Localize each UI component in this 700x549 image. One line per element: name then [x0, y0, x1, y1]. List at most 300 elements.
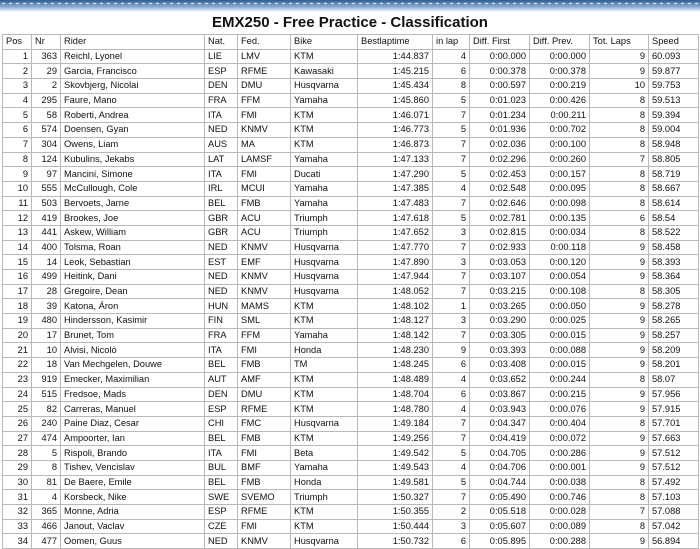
cell-nr: 555	[32, 181, 61, 196]
cell-rider: Emecker, Maximilian	[61, 372, 205, 387]
cell-speed: 58.522	[649, 225, 699, 240]
cell-tot-laps: 6	[590, 211, 649, 226]
cell-pos: 22	[3, 358, 32, 373]
cell-tot-laps: 9	[590, 64, 649, 79]
cell-bestlaptime: 1:48.052	[358, 284, 433, 299]
cell-diff-prev: 0:00.404	[530, 416, 590, 431]
cell-fed: FFM	[238, 93, 291, 108]
cell-nr: 365	[32, 505, 61, 520]
cell-fed: FMB	[238, 431, 291, 446]
cell-bike: TM	[291, 358, 358, 373]
cell-fed: RFME	[238, 64, 291, 79]
column-header-bestlaptime: Bestlaptime	[358, 35, 433, 50]
cell-nat: NED	[205, 270, 238, 285]
cell-nat: ESP	[205, 402, 238, 417]
cell-fed: SML	[238, 314, 291, 329]
cell-bestlaptime: 1:46.873	[358, 137, 433, 152]
cell-pos: 13	[3, 225, 32, 240]
cell-nat: NED	[205, 284, 238, 299]
cell-nat: ITA	[205, 343, 238, 358]
cell-diff-prev: 0:00.034	[530, 225, 590, 240]
cell-fed: FMI	[238, 343, 291, 358]
cell-nat: ITA	[205, 108, 238, 123]
cell-in-lap: 7	[433, 490, 470, 505]
table-row	[3, 181, 699, 196]
cell-bike: KTM	[291, 387, 358, 402]
cell-bike: Yamaha	[291, 152, 358, 167]
cell-diff-prev: 0:00.426	[530, 93, 590, 108]
cell-diff-first: 0:04.347	[470, 416, 530, 431]
table-row	[3, 240, 699, 255]
cell-diff-first: 0:03.393	[470, 343, 530, 358]
cell-fed: KNMV	[238, 534, 291, 549]
cell-bestlaptime: 1:50.327	[358, 490, 433, 505]
cell-speed: 58.278	[649, 299, 699, 314]
header-banner	[0, 0, 700, 12]
table-row	[3, 284, 699, 299]
column-header-pos: Pos	[3, 35, 32, 50]
cell-bestlaptime: 1:49.581	[358, 475, 433, 490]
cell-fed: FFM	[238, 328, 291, 343]
cell-nat: NED	[205, 240, 238, 255]
cell-in-lap: 5	[433, 93, 470, 108]
cell-nat: NED	[205, 123, 238, 138]
cell-fed: DMU	[238, 387, 291, 402]
cell-fed: EMF	[238, 255, 291, 270]
cell-nat: GBR	[205, 225, 238, 240]
cell-speed: 58.209	[649, 343, 699, 358]
cell-nr: 919	[32, 372, 61, 387]
cell-bestlaptime: 1:49.184	[358, 416, 433, 431]
cell-in-lap: 7	[433, 270, 470, 285]
cell-bike: KTM	[291, 505, 358, 520]
cell-in-lap: 4	[433, 460, 470, 475]
cell-tot-laps: 9	[590, 299, 649, 314]
table-row	[3, 255, 699, 270]
cell-bestlaptime: 1:48.245	[358, 358, 433, 373]
cell-bike: Husqvarna	[291, 255, 358, 270]
cell-diff-prev: 0:00.702	[530, 123, 590, 138]
cell-nr: 58	[32, 108, 61, 123]
table-row	[3, 328, 699, 343]
cell-bike: Ducati	[291, 167, 358, 182]
cell-diff-first: 0:03.290	[470, 314, 530, 329]
column-header-diff-first: Diff. First	[470, 35, 530, 50]
cell-rider: Heitink, Dani	[61, 270, 205, 285]
cell-diff-first: 0:02.781	[470, 211, 530, 226]
cell-rider: Doensen, Gyan	[61, 123, 205, 138]
table-row	[3, 402, 699, 417]
cell-in-lap: 7	[433, 196, 470, 211]
table-row	[3, 137, 699, 152]
cell-speed: 57.663	[649, 431, 699, 446]
cell-pos: 20	[3, 328, 32, 343]
column-header-fed: Fed.	[238, 35, 291, 50]
classification-table	[2, 34, 699, 549]
cell-diff-prev: 0:00.089	[530, 519, 590, 534]
cell-in-lap: 6	[433, 387, 470, 402]
cell-fed: LMV	[238, 49, 291, 64]
cell-nr: 474	[32, 431, 61, 446]
cell-fed: RFME	[238, 402, 291, 417]
cell-bestlaptime: 1:47.652	[358, 225, 433, 240]
cell-rider: Van Mechgelen, Douwe	[61, 358, 205, 373]
table-row	[3, 64, 699, 79]
cell-nat: CHI	[205, 416, 238, 431]
cell-in-lap: 2	[433, 505, 470, 520]
cell-tot-laps: 9	[590, 431, 649, 446]
cell-speed: 57.512	[649, 446, 699, 461]
column-header-in-lap: in lap	[433, 35, 470, 50]
cell-diff-prev: 0:00.219	[530, 79, 590, 94]
cell-nat: LIE	[205, 49, 238, 64]
cell-nat: AUT	[205, 372, 238, 387]
cell-rider: Roberti, Andrea	[61, 108, 205, 123]
cell-bike: Yamaha	[291, 460, 358, 475]
column-header-nat: Nat.	[205, 35, 238, 50]
cell-diff-prev: 0:00.211	[530, 108, 590, 123]
cell-tot-laps: 8	[590, 93, 649, 108]
cell-rider: Tolsma, Roan	[61, 240, 205, 255]
cell-diff-prev: 0:00.038	[530, 475, 590, 490]
cell-bestlaptime: 1:44.837	[358, 49, 433, 64]
table-row	[3, 123, 699, 138]
cell-bestlaptime: 1:47.385	[358, 181, 433, 196]
cell-rider: Skovbjerg, Nicolai	[61, 79, 205, 94]
cell-in-lap: 5	[433, 475, 470, 490]
cell-rider: Askew, William	[61, 225, 205, 240]
table-row	[3, 49, 699, 64]
table-row	[3, 343, 699, 358]
cell-pos: 21	[3, 343, 32, 358]
table-row	[3, 93, 699, 108]
cell-diff-first: 0:01.234	[470, 108, 530, 123]
table-row	[3, 314, 699, 329]
cell-in-lap: 4	[433, 181, 470, 196]
cell-nr: 499	[32, 270, 61, 285]
cell-bestlaptime: 1:47.290	[358, 167, 433, 182]
cell-nat: LAT	[205, 152, 238, 167]
cell-rider: Ampoorter, Ian	[61, 431, 205, 446]
cell-bike: Honda	[291, 343, 358, 358]
cell-in-lap: 6	[433, 358, 470, 373]
cell-diff-first: 0:02.296	[470, 152, 530, 167]
cell-bestlaptime: 1:48.142	[358, 328, 433, 343]
cell-nr: 441	[32, 225, 61, 240]
cell-tot-laps: 9	[590, 240, 649, 255]
cell-rider: Rispoli, Brando	[61, 446, 205, 461]
cell-fed: MCUI	[238, 181, 291, 196]
cell-diff-prev: 0:00.378	[530, 64, 590, 79]
cell-speed: 57.492	[649, 475, 699, 490]
cell-nat: BEL	[205, 475, 238, 490]
cell-bestlaptime: 1:47.890	[358, 255, 433, 270]
cell-speed: 58.393	[649, 255, 699, 270]
cell-rider: Alvisi, Nicolò	[61, 343, 205, 358]
cell-speed: 58.305	[649, 284, 699, 299]
cell-bestlaptime: 1:49.256	[358, 431, 433, 446]
cell-diff-prev: 0:00.157	[530, 167, 590, 182]
cell-speed: 56.894	[649, 534, 699, 549]
cell-in-lap: 7	[433, 431, 470, 446]
cell-rider: Mancini, Simone	[61, 167, 205, 182]
cell-diff-first: 0:05.518	[470, 505, 530, 520]
table-row	[3, 372, 699, 387]
cell-pos: 16	[3, 270, 32, 285]
cell-fed: FMB	[238, 196, 291, 211]
cell-nat: ESP	[205, 505, 238, 520]
table-row	[3, 79, 699, 94]
cell-pos: 32	[3, 505, 32, 520]
cell-pos: 23	[3, 372, 32, 387]
cell-bestlaptime: 1:48.704	[358, 387, 433, 402]
cell-nat: BUL	[205, 460, 238, 475]
cell-fed: MAMS	[238, 299, 291, 314]
cell-pos: 4	[3, 93, 32, 108]
table-row	[3, 387, 699, 402]
cell-pos: 8	[3, 152, 32, 167]
cell-bestlaptime: 1:48.230	[358, 343, 433, 358]
cell-diff-prev: 0:00.108	[530, 284, 590, 299]
cell-pos: 34	[3, 534, 32, 549]
column-header-bike: Bike	[291, 35, 358, 50]
cell-tot-laps: 9	[590, 402, 649, 417]
cell-tot-laps: 8	[590, 490, 649, 505]
table-row	[3, 431, 699, 446]
cell-nr: 124	[32, 152, 61, 167]
cell-speed: 58.265	[649, 314, 699, 329]
cell-pos: 12	[3, 211, 32, 226]
cell-tot-laps: 9	[590, 343, 649, 358]
cell-bike: Husqvarna	[291, 240, 358, 255]
cell-fed: FMC	[238, 416, 291, 431]
cell-fed: ACU	[238, 211, 291, 226]
cell-speed: 57.915	[649, 402, 699, 417]
cell-fed: FMB	[238, 358, 291, 373]
cell-speed: 58.257	[649, 328, 699, 343]
cell-bestlaptime: 1:48.102	[358, 299, 433, 314]
cell-nat: IRL	[205, 181, 238, 196]
cell-diff-first: 0:03.867	[470, 387, 530, 402]
cell-diff-first: 0:01.023	[470, 93, 530, 108]
cell-rider: Tishev, Vencislav	[61, 460, 205, 475]
cell-nr: 295	[32, 93, 61, 108]
cell-pos: 5	[3, 108, 32, 123]
cell-nr: 477	[32, 534, 61, 549]
cell-in-lap: 1	[433, 299, 470, 314]
cell-pos: 14	[3, 240, 32, 255]
cell-speed: 58.614	[649, 196, 699, 211]
table-row	[3, 196, 699, 211]
cell-nr: 17	[32, 328, 61, 343]
cell-bestlaptime: 1:46.773	[358, 123, 433, 138]
cell-in-lap: 4	[433, 372, 470, 387]
cell-diff-prev: 0:00.286	[530, 446, 590, 461]
cell-bestlaptime: 1:46.071	[358, 108, 433, 123]
cell-fed: DMU	[238, 79, 291, 94]
cell-fed: LAMSF	[238, 152, 291, 167]
cell-bestlaptime: 1:50.355	[358, 505, 433, 520]
cell-bike: Yamaha	[291, 93, 358, 108]
cell-speed: 59.753	[649, 79, 699, 94]
cell-tot-laps: 8	[590, 108, 649, 123]
cell-tot-laps: 9	[590, 446, 649, 461]
cell-pos: 7	[3, 137, 32, 152]
table-row	[3, 490, 699, 505]
column-header-rider: Rider	[61, 35, 205, 50]
cell-speed: 58.364	[649, 270, 699, 285]
cell-nat: NED	[205, 534, 238, 549]
cell-pos: 19	[3, 314, 32, 329]
cell-diff-prev: 0:00.001	[530, 460, 590, 475]
cell-diff-prev: 0:00.135	[530, 211, 590, 226]
cell-rider: Reichl, Lyonel	[61, 49, 205, 64]
cell-in-lap: 7	[433, 152, 470, 167]
cell-rider: Kubulins, Jekabs	[61, 152, 205, 167]
cell-diff-first: 0:05.490	[470, 490, 530, 505]
cell-bike: KTM	[291, 372, 358, 387]
cell-tot-laps: 9	[590, 460, 649, 475]
cell-rider: Janout, Vaclav	[61, 519, 205, 534]
cell-tot-laps: 9	[590, 255, 649, 270]
table-row	[3, 460, 699, 475]
cell-tot-laps: 8	[590, 167, 649, 182]
cell-fed: KNMV	[238, 123, 291, 138]
cell-rider: Bervoets, Jarne	[61, 196, 205, 211]
cell-pos: 30	[3, 475, 32, 490]
cell-speed: 58.948	[649, 137, 699, 152]
cell-in-lap: 6	[433, 534, 470, 549]
cell-bike: KTM	[291, 299, 358, 314]
cell-diff-first: 0:03.053	[470, 255, 530, 270]
cell-speed: 58.458	[649, 240, 699, 255]
cell-speed: 59.513	[649, 93, 699, 108]
cell-bestlaptime: 1:47.133	[358, 152, 433, 167]
cell-diff-first: 0:03.265	[470, 299, 530, 314]
cell-rider: McCullough, Cole	[61, 181, 205, 196]
cell-nr: 97	[32, 167, 61, 182]
cell-fed: KNMV	[238, 270, 291, 285]
cell-pos: 2	[3, 64, 32, 79]
cell-diff-prev: 0:00.260	[530, 152, 590, 167]
cell-fed: KNMV	[238, 240, 291, 255]
cell-diff-prev: 0:00.000	[530, 49, 590, 64]
column-header-tot-laps: Tot. Laps	[590, 35, 649, 50]
cell-speed: 58.07	[649, 372, 699, 387]
cell-bestlaptime: 1:48.780	[358, 402, 433, 417]
cell-bike: KTM	[291, 137, 358, 152]
cell-diff-prev: 0:00.028	[530, 505, 590, 520]
cell-in-lap: 3	[433, 519, 470, 534]
cell-diff-prev: 0:00.095	[530, 181, 590, 196]
cell-nr: 400	[32, 240, 61, 255]
cell-tot-laps: 8	[590, 284, 649, 299]
table-row	[3, 475, 699, 490]
cell-pos: 29	[3, 460, 32, 475]
cell-diff-prev: 0:00.054	[530, 270, 590, 285]
cell-speed: 60.093	[649, 49, 699, 64]
cell-speed: 57.701	[649, 416, 699, 431]
cell-nat: DEN	[205, 79, 238, 94]
cell-diff-first: 0:03.652	[470, 372, 530, 387]
cell-speed: 59.004	[649, 123, 699, 138]
cell-nat: FRA	[205, 328, 238, 343]
cell-nat: BEL	[205, 358, 238, 373]
cell-diff-prev: 0:00.015	[530, 328, 590, 343]
cell-pos: 1	[3, 49, 32, 64]
cell-bike: Yamaha	[291, 196, 358, 211]
cell-bestlaptime: 1:47.618	[358, 211, 433, 226]
table-row	[3, 416, 699, 431]
cell-bike: Yamaha	[291, 328, 358, 343]
cell-nat: ITA	[205, 446, 238, 461]
cell-tot-laps: 9	[590, 534, 649, 549]
cell-nr: 28	[32, 284, 61, 299]
cell-in-lap: 7	[433, 416, 470, 431]
table-header-row	[3, 35, 699, 50]
cell-fed: KNMV	[238, 284, 291, 299]
table-body	[3, 49, 699, 548]
cell-diff-prev: 0:00.120	[530, 255, 590, 270]
cell-bestlaptime: 1:45.215	[358, 64, 433, 79]
cell-speed: 58.201	[649, 358, 699, 373]
cell-speed: 57.042	[649, 519, 699, 534]
cell-bike: KTM	[291, 431, 358, 446]
cell-diff-prev: 0:00.025	[530, 314, 590, 329]
cell-bike: KTM	[291, 314, 358, 329]
cell-fed: FMB	[238, 475, 291, 490]
cell-speed: 59.877	[649, 64, 699, 79]
cell-diff-first: 0:00.000	[470, 49, 530, 64]
cell-tot-laps: 9	[590, 358, 649, 373]
cell-nr: 4	[32, 490, 61, 505]
cell-rider: Brunet, Tom	[61, 328, 205, 343]
cell-diff-prev: 0:00.288	[530, 534, 590, 549]
cell-nat: GBR	[205, 211, 238, 226]
cell-bike: KTM	[291, 519, 358, 534]
cell-bike: KTM	[291, 108, 358, 123]
cell-nr: 466	[32, 519, 61, 534]
cell-nr: 419	[32, 211, 61, 226]
cell-rider: Monne, Adria	[61, 505, 205, 520]
cell-nat: FRA	[205, 93, 238, 108]
cell-diff-first: 0:03.305	[470, 328, 530, 343]
cell-bike: KTM	[291, 402, 358, 417]
cell-in-lap: 7	[433, 137, 470, 152]
cell-nr: 8	[32, 460, 61, 475]
cell-in-lap: 3	[433, 314, 470, 329]
cell-tot-laps: 8	[590, 225, 649, 240]
page-title: EMX250 - Free Practice - Classification	[212, 14, 488, 31]
cell-tot-laps: 8	[590, 475, 649, 490]
cell-tot-laps: 8	[590, 181, 649, 196]
cell-in-lap: 8	[433, 79, 470, 94]
cell-nat: DEN	[205, 387, 238, 402]
cell-diff-first: 0:03.943	[470, 402, 530, 417]
cell-tot-laps: 8	[590, 519, 649, 534]
table-row	[3, 505, 699, 520]
cell-bike: KTM	[291, 49, 358, 64]
cell-pos: 26	[3, 416, 32, 431]
cell-diff-prev: 0:00.072	[530, 431, 590, 446]
cell-diff-prev: 0:00.746	[530, 490, 590, 505]
cell-nat: BEL	[205, 431, 238, 446]
table-row	[3, 225, 699, 240]
cell-in-lap: 4	[433, 402, 470, 417]
cell-diff-first: 0:04.706	[470, 460, 530, 475]
cell-bestlaptime: 1:47.483	[358, 196, 433, 211]
cell-in-lap: 7	[433, 328, 470, 343]
